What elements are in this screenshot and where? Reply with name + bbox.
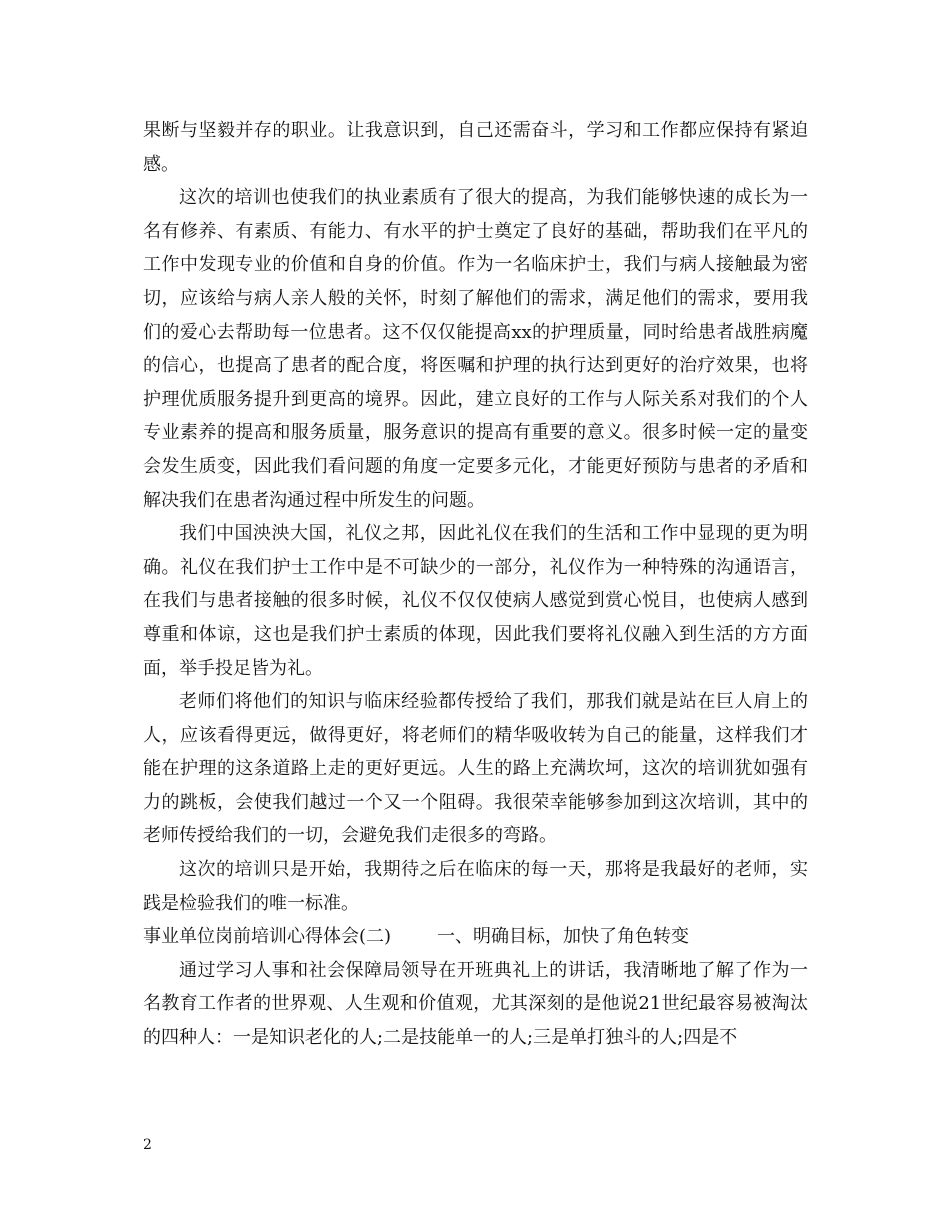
paragraph-teachers: 老师们将他们的知识与临床经验都传授给了我们，那我们就是站在巨人肩上的人，应该看得更远，做得更好，将老师们的精华吸收转为自己的能量，这样我们才能在护理的这条道路上走的更好更远。人生的路上充满坎坷，这次的培训犹如强有力的跳板，会使我们越过一个又一个阻碍。我很荣幸能够参加到这次培训，其中的老师传授给我们的一切，会避免我们走很多的弯路。: [143, 691, 808, 847]
section-subtitle: 一、明确目标，加快了角色转变: [437, 926, 690, 948]
paragraph-training-quality: 这次的培训也使我们的执业素质有了很大的提高，为我们能够快速的成长为一名有修养、有素质、有能力、有水平的护士奠定了良好的基础，帮助我们在平凡的工作中发现专业的价值和自身的价值。作为一名临床护士，我们与病人接触最为密切，应该给与病人亲人般的关怀，时刻了解他们的需求，满足他们的需求，要用我们的爱心去帮助每一位患者。这不仅仅能提高xx的护理质量，同时给患者战胜病魔的信心，也提高了患者的配合度，将医嘱和护理的执行达到更好的治疗效果，也将护理优质服务提升到更高的境界。因此，建立良好的工作与人际关系对我们的个人专业素养的提高和服务质量，服务意识的提高有重要的意义。很多时候一定的量变会发生质变，因此我们看问题的角度一定要多元化，才能更好预防与患者的矛盾和解决我们在患者沟通过程中所发生的问题。: [143, 187, 808, 511]
section-heading: [143, 920, 808, 954]
section-title: 事业单位岗前培训心得体会(二): [143, 926, 392, 948]
paragraph-continuation: 果断与坚毅并存的职业。让我意识到，自己还需奋斗，学习和工作都应保持有紧迫感。: [143, 120, 808, 175]
paragraph-etiquette: 我们中国泱泱大国，礼仪之邦，因此礼仪在我们的生活和工作中显现的更为明确。礼仪在我们护士工作中是不可缺少的一部分，礼仪作为一种特殊的沟通语言，在我们与患者接触的很多时候，礼仪不仅仅使病人感觉到赏心悦目，也使病人感到尊重和体谅，这也是我们护士素质的体现，因此我们要将礼仪融入到生活的方方面面，举手投足皆为礼。: [143, 523, 808, 679]
paragraph-beginning: 这次的培训只是开始，我期待之后在临床的每一天，那将是我最好的老师，实践是检验我们的唯一标准。: [143, 859, 808, 914]
page-number: 2: [143, 1137, 152, 1153]
paragraph-study-speech: 通过学习人事和社会保障局领导在开班典礼上的讲话，我清晰地了解了作为一名教育工作者的世界观、人生观和价值观，尤其深刻的是他说21世纪最容易被淘汰的四种人：一是知识老化的人;二是技能单一的人;三是单打独斗的人;四是不: [143, 959, 808, 1049]
document-body: [143, 114, 808, 1055]
